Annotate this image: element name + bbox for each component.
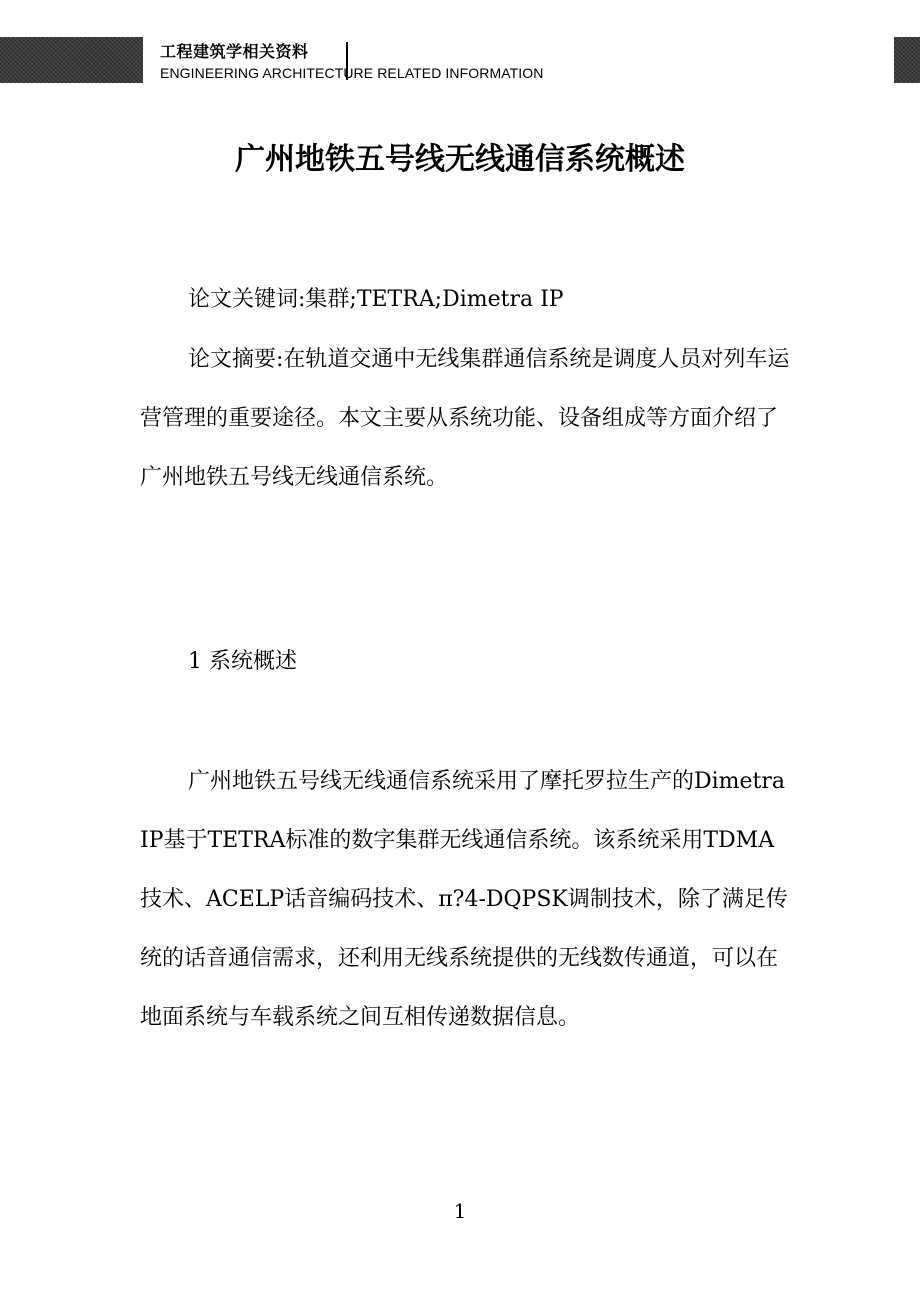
document-title: 广州地铁五号线无线通信系统概述 xyxy=(235,142,685,177)
page-number: 1 xyxy=(453,1199,467,1223)
keywords-line: 论文关键词:集群;TETRA;Dimetra IP xyxy=(188,287,564,312)
header-decoration-left xyxy=(0,37,143,83)
header-title-cn: 工程建筑学相关资料 xyxy=(160,42,309,61)
header-decoration-right xyxy=(894,37,920,83)
body-paragraph: 广州地铁五号线无线通信系统采用了摩托罗拉生产的Dimetra IP基于TETRA标准的数字集群无线通信系统。该系统采用TDMA技术、ACELP话音编码技术、π?4-DQPSK调制技术，除了满足传统的话音通信需求，还利用无线系统提供的无线数传通道，可以在地面系统与车载系统之间互相传递数据信息。 xyxy=(140,769,788,1030)
abstract-paragraph: 论文摘要:在轨道交通中无线集群通信系统是调度人员对列车运营管理的重要途径。本文主要从系统功能、设备组成等方面介绍了广州地铁五号线无线通信系统。 xyxy=(140,347,790,490)
header-title-en: ENGINEERING ARCHITECTURE RELATED INFORMATION xyxy=(160,65,544,81)
section-heading: 1 系统概述 xyxy=(188,649,297,674)
